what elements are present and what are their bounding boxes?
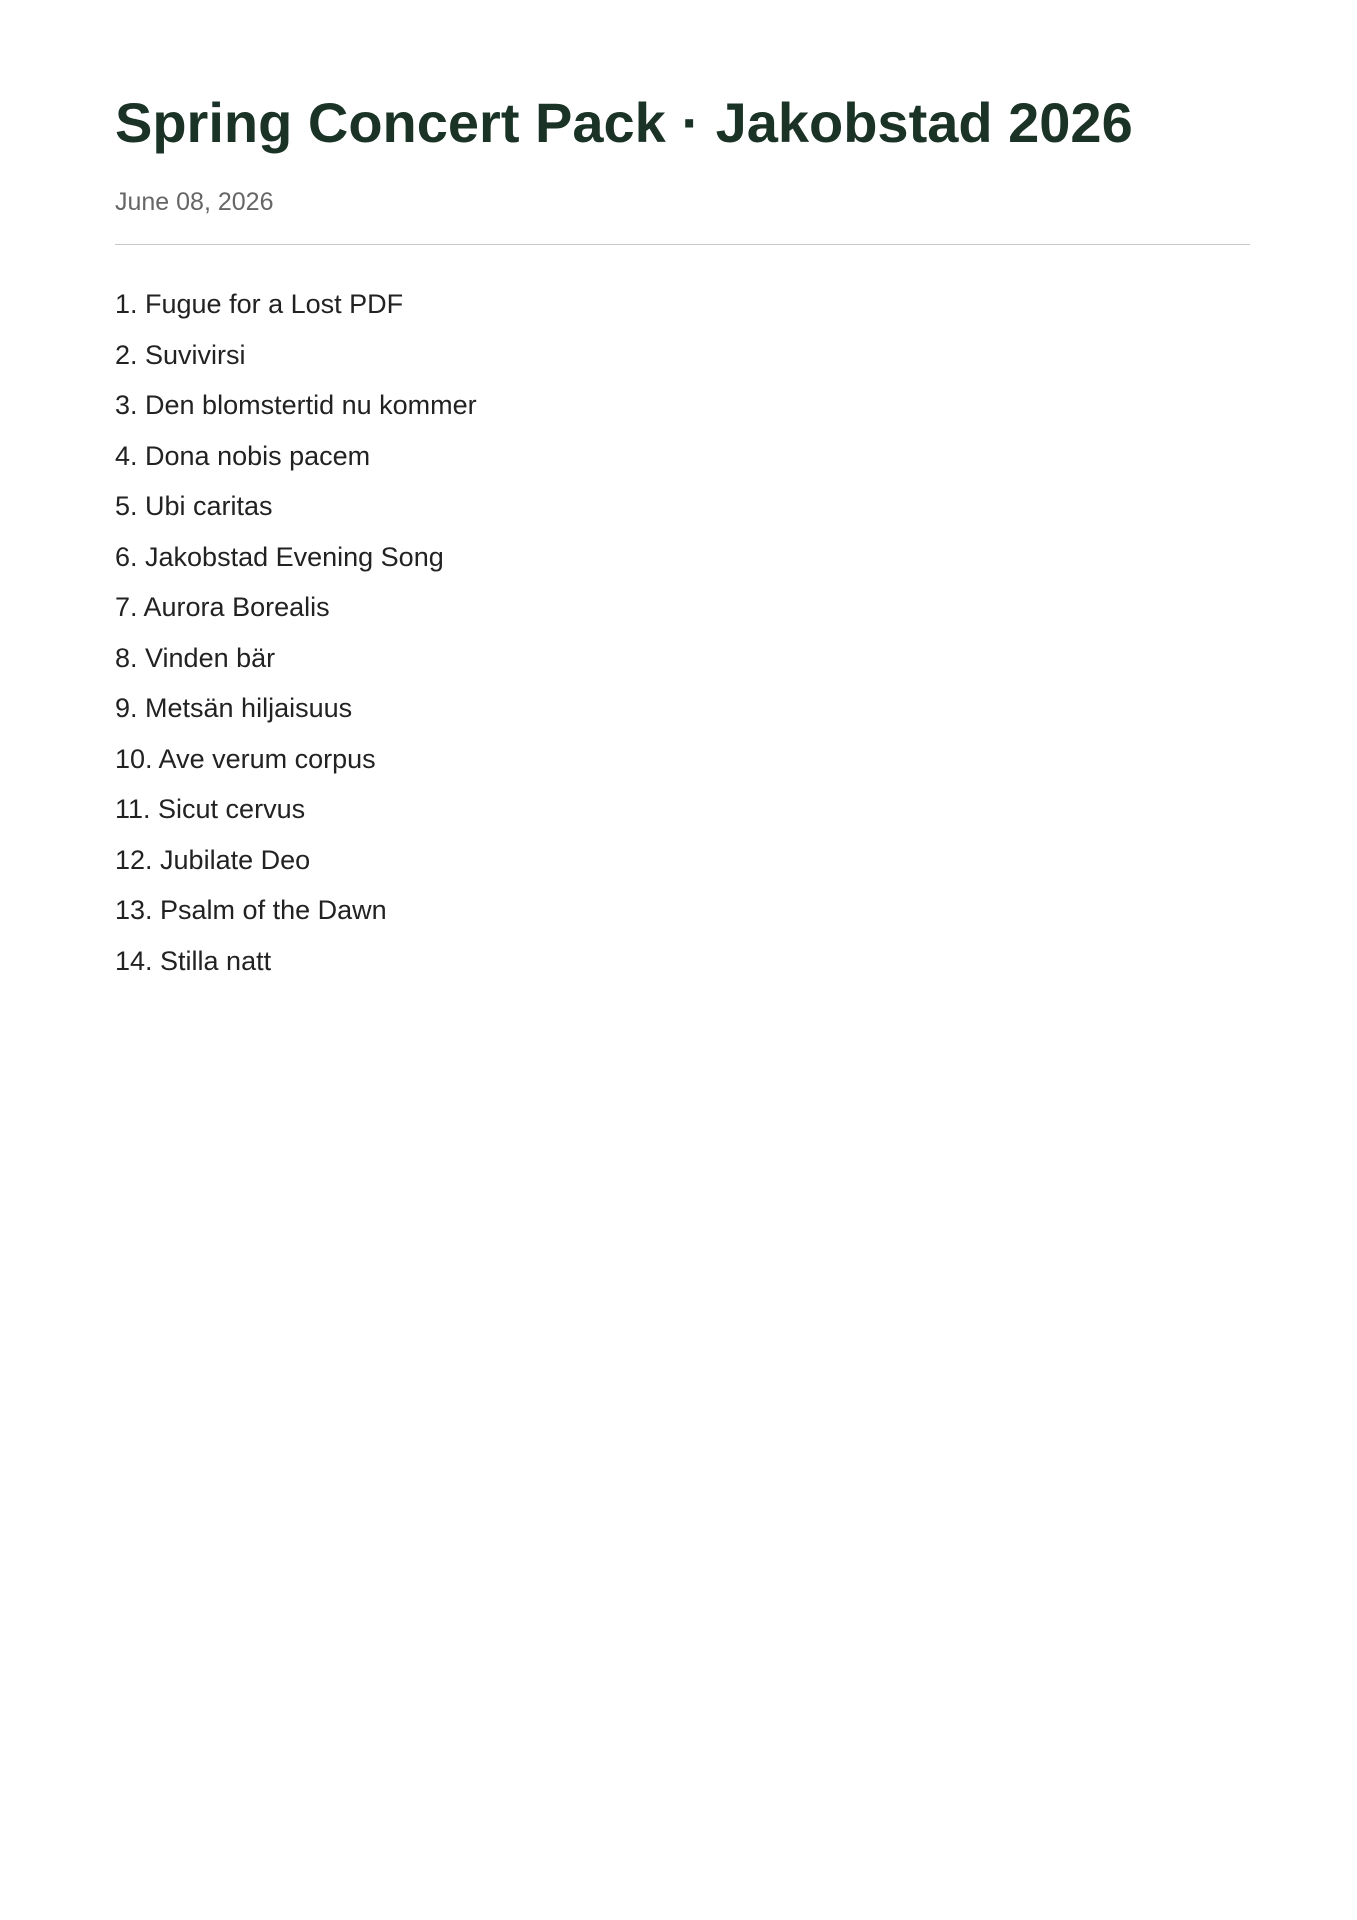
page-title: Spring Concert Pack · Jakobstad 2026 (115, 91, 1133, 154)
song-item: 10. Ave verum corpus (115, 743, 376, 774)
song-item: 8. Vinden bär (115, 642, 276, 673)
song-item: 11. Sicut cervus (115, 794, 306, 824)
song-item: 3. Den blomstertid nu kommer (115, 390, 477, 420)
song-item: 1. Fugue for a Lost PDF (115, 289, 404, 319)
song-item: 4. Dona nobis pacem (115, 440, 371, 471)
song-item: 13. Psalm of the Dawn (115, 895, 387, 925)
header-divider (115, 244, 1250, 245)
song-item: 14. Stilla natt (115, 945, 272, 976)
song-item: 2. Suvivirsi (115, 339, 246, 370)
song-item: 5. Ubi caritas (115, 491, 273, 521)
song-item: 12. Jubilate Deo (115, 844, 311, 875)
document-date: June 08, 2026 (115, 188, 274, 216)
song-item: 7. Aurora Borealis (115, 592, 330, 622)
song-item: 9. Metsän hiljaisuus (115, 693, 353, 723)
song-item: 6. Jakobstad Evening Song (115, 541, 444, 572)
song-list (115, 286, 477, 993)
